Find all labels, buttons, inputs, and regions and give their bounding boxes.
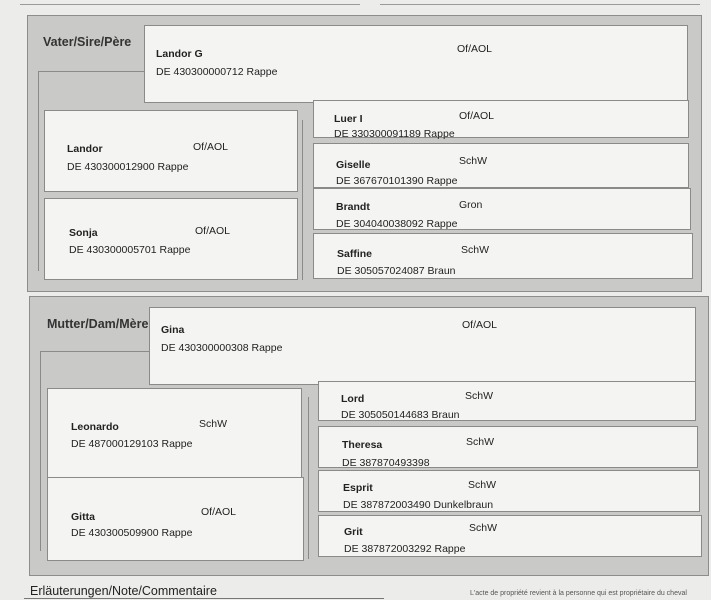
registration-number: DE 430300012900 Rappe [67, 161, 189, 173]
registration-number: DE 367670101390 Rappe [336, 175, 458, 187]
dam-section [29, 296, 709, 576]
dam-grandparent-box-1 [318, 381, 696, 421]
breed-code: SchW [468, 479, 497, 491]
sire-grandparent-box-1 [313, 100, 689, 138]
horse-name: Landor [67, 143, 103, 155]
footer-rule [24, 598, 384, 599]
dam-grandparent-box-4 [318, 515, 702, 557]
dam-parent-box-2 [47, 477, 304, 561]
breed-code: SchW [469, 522, 498, 534]
pedigree-connector [38, 71, 144, 72]
sire-parent-box-2 [44, 198, 298, 280]
horse-name: Theresa [342, 439, 383, 451]
sire-main-box [144, 25, 688, 103]
footer-label: Erläuterungen/Note/Commentaire [30, 584, 217, 598]
pedigree-connector [308, 397, 309, 559]
breed-code: SchW [466, 436, 495, 448]
registration-number: DE 487000129103 Rappe [71, 438, 193, 450]
registration-number: DE 305050144683 Braun [341, 409, 460, 421]
horse-name: Gina [161, 324, 185, 336]
sire-parent-box-1 [44, 110, 298, 192]
pedigree-connector [40, 351, 149, 352]
horse-name: Sonja [69, 227, 98, 239]
dam-grandparent-box-2 [318, 426, 698, 468]
breed-code: SchW [459, 155, 488, 167]
horse-name: Esprit [343, 482, 373, 494]
registration-number: DE 430300000712 Rappe [156, 66, 278, 78]
registration-number: DE 304040038092 Rappe [336, 218, 458, 230]
breed-code: Gron [459, 199, 483, 211]
registration-number: DE 430300005701 Rappe [69, 244, 191, 256]
registration-number: DE 430300000308 Rappe [161, 342, 283, 354]
sire-grandparent-box-4 [313, 233, 693, 279]
sire-section [27, 15, 702, 292]
pedigree-connector [40, 351, 41, 551]
dam-main-box [149, 307, 696, 385]
breed-code: Of/AOL [457, 43, 493, 55]
registration-number: DE 387872003490 Dunkelbraun [343, 499, 494, 511]
breed-code: SchW [461, 244, 490, 256]
horse-name: Brandt [336, 201, 370, 213]
section-label-dam: Mutter/Dam/Mère [47, 317, 149, 331]
top-rule [20, 4, 360, 5]
horse-name: Luer I [334, 113, 363, 125]
breed-code: Of/AOL [195, 225, 231, 237]
horse-name: Leonardo [71, 421, 119, 433]
registration-number: DE 430300509900 Rappe [71, 527, 193, 539]
registration-number: DE 387870493398 [342, 457, 430, 469]
registration-number: DE 387872003292 Rappe [344, 543, 466, 555]
breed-code: SchW [199, 418, 228, 430]
breed-code: Of/AOL [193, 141, 229, 153]
registration-number: DE 330300091189 Rappe [334, 128, 455, 140]
horse-name: Lord [341, 393, 365, 405]
footer-note: L'acte de propriété revient à la personne qui est propriétaire du cheval [470, 590, 687, 597]
breed-code: Of/AOL [201, 506, 237, 518]
breed-code: Of/AOL [459, 110, 495, 122]
registration-number: DE 305057024087 Braun [337, 265, 456, 277]
pedigree-connector [38, 71, 39, 271]
breed-code: SchW [465, 390, 494, 402]
top-rule-right [380, 0, 700, 5]
horse-name: Giselle [336, 159, 371, 171]
section-label-sire: Vater/Sire/Père [43, 35, 132, 49]
horse-name: Gitta [71, 511, 95, 523]
sire-grandparent-box-3 [313, 188, 691, 230]
horse-name: Saffine [337, 248, 373, 260]
breed-code: Of/AOL [462, 319, 498, 331]
pedigree-connector [302, 120, 303, 280]
dam-parent-box-1 [47, 388, 302, 478]
sire-grandparent-box-2 [313, 143, 689, 188]
dam-grandparent-box-3 [318, 470, 700, 512]
horse-name: Grit [344, 526, 363, 538]
horse-name: Landor G [156, 48, 203, 60]
